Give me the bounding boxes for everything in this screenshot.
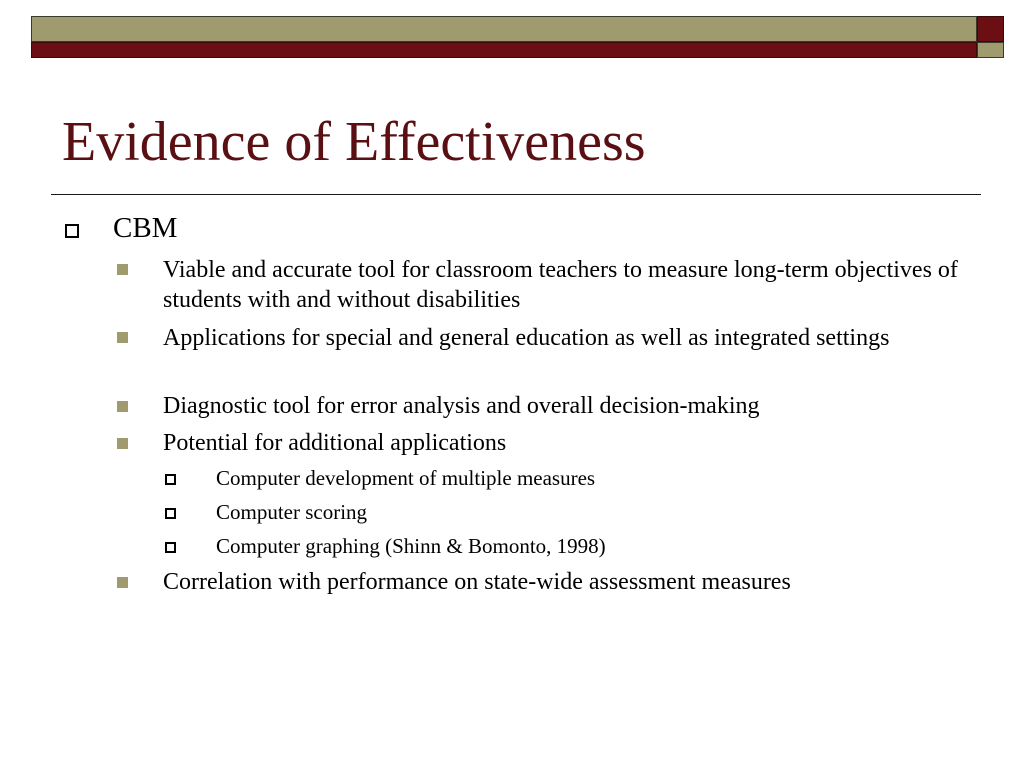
solid-square-bullet-icon (117, 577, 128, 588)
slide-title: Evidence of Effectiveness (62, 111, 646, 173)
solid-square-bullet-icon (117, 264, 128, 275)
bullet-level3-development: Computer development of multiple measures (216, 466, 596, 490)
hollow-square-bullet-icon (65, 224, 79, 238)
bullet-level2-potential: Potential for additional applications (163, 430, 507, 456)
title-divider (51, 194, 981, 195)
bullet-level1-cbm: CBM (113, 212, 178, 244)
bullet-level2-diagnostic: Diagnostic tool for error analysis and overall decision-making (163, 393, 760, 419)
solid-square-bullet-icon (117, 332, 128, 343)
olive-bar (31, 16, 977, 42)
maroon-bar (31, 42, 977, 58)
maroon-corner-square (977, 16, 1004, 42)
solid-square-bullet-icon (117, 401, 128, 412)
bullet-level3-scoring: Computer scoring (216, 500, 368, 524)
header-decoration-band (0, 0, 1024, 70)
olive-corner-square (977, 42, 1004, 58)
hollow-square-bullet-icon (165, 508, 176, 519)
hollow-square-bullet-icon (165, 542, 176, 553)
bullet-level2-viable-tool: Viable and accurate tool for classroom teachers to measure long-term objectives of students with and without disabilities (163, 257, 958, 313)
solid-square-bullet-icon (117, 438, 128, 449)
bullet-level2-applications: Applications for special and general education as well as integrated settings (163, 325, 890, 351)
bullet-level3-graphing: Computer graphing (Shinn & Bomonto, 1998) (216, 534, 606, 558)
hollow-square-bullet-icon (165, 474, 176, 485)
bullet-level2-correlation: Correlation with performance on state-wide assessment measures (163, 569, 791, 595)
